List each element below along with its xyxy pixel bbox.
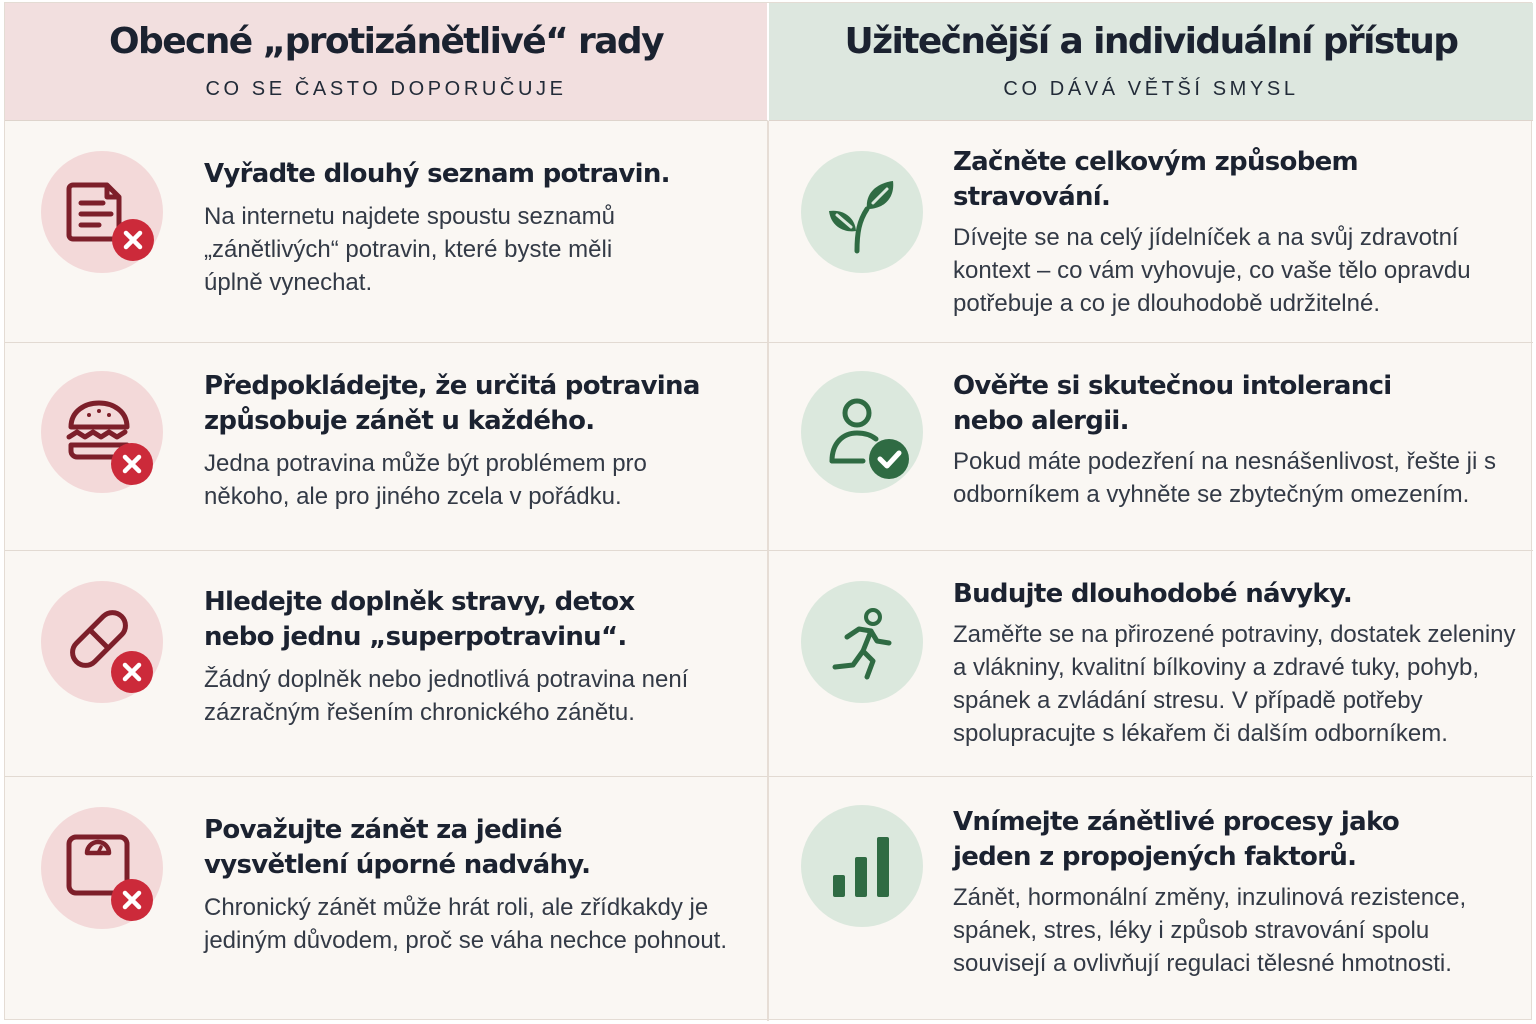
runner-icon <box>801 581 923 703</box>
right-item-3-heading: Budujte dlouhodobé návyky. <box>953 579 1352 609</box>
document-x-icon <box>41 151 163 273</box>
right-item-1-text: Dívejte se na celý jídelníček a na svůj zdravotní kontext – co vám vyhovuje, co vaše tělo opravdu potřebuje a co je dlouhodobě udržitelné. <box>953 224 1471 317</box>
burger-x-icon <box>41 371 163 493</box>
right-item-2-heading: Ověřte si skutečnou intoleranci nebo alergii. <box>953 371 1392 436</box>
left-column-header <box>5 3 769 121</box>
left-item-3 <box>5 551 769 777</box>
person-check-icon <box>801 371 923 493</box>
scale-x-icon <box>41 807 163 929</box>
left-item-2-text: Jedna potravina může být problémem pro někoho, ale pro jiného zcela v pořádku. <box>204 450 647 510</box>
left-item-4-heading: Považujte zánět za jediné vysvětlení úporné nadváhy. <box>204 815 591 880</box>
left-item-1 <box>5 121 769 343</box>
left-item-4-text: Chronický zánět může hrát roli, ale zřídkakdy je jediným důvodem, proč se váha nechce pohnout. <box>204 894 727 954</box>
right-column-header <box>769 3 1533 121</box>
left-item-1-heading: Vyřaďte dlouhý seznam potravin. <box>204 159 670 189</box>
left-column-title: Obecné „protizánětlivé“ rady <box>109 21 663 62</box>
right-item-2-text: Pokud máte podezření na nesnášenlivost, řešte ji s odborníkem a vyhněte se zbytečným omezením. <box>953 448 1496 508</box>
left-item-2-heading: Předpokládejte, že určitá potravina způsobuje zánět u každého. <box>204 371 700 436</box>
left-item-1-text: Na internetu najdete spoustu seznamů „zánětlivých“ potravin, které byste měli úplně vynechat. <box>204 203 615 296</box>
right-item-4-heading: Vnímejte zánětlivé procesy jako jeden z propojených faktorů. <box>953 807 1400 872</box>
right-column-subtitle: CO DÁVÁ VĚTŠÍ SMYSL <box>1003 78 1299 100</box>
right-column-title: Užitečnější a individuální přístup <box>844 21 1458 62</box>
left-item-3-text: Žádný doplněk nebo jednotlivá potravina není zázračným řešením chronického zánětu. <box>204 666 689 726</box>
sprout-icon <box>801 151 923 273</box>
bar-chart-icon <box>801 805 923 927</box>
comparison-table <box>4 2 1532 1020</box>
right-item-2 <box>769 343 1533 551</box>
right-item-1 <box>769 121 1533 343</box>
pill-x-icon <box>41 581 163 703</box>
left-item-2 <box>5 343 769 551</box>
left-column-subtitle: CO SE ČASTO DOPORUČUJE <box>205 78 567 100</box>
right-item-1-heading: Začněte celkovým způsobem stravování. <box>953 147 1358 212</box>
right-item-4 <box>769 777 1533 1021</box>
left-item-3-heading: Hledejte doplněk stravy, detox nebo jednu „superpotravinu“. <box>204 587 635 652</box>
left-item-4 <box>5 777 769 1021</box>
right-item-3 <box>769 551 1533 777</box>
right-item-4-text: Zánět, hormonální změny, inzulinová rezistence, spánek, stres, léky i způsob stravování spolu souvisejí a ovlivňují regulaci tělesné hmotnosti. <box>953 884 1467 977</box>
right-item-3-text: Zaměřte se na přirozené potraviny, dostatek zeleniny a vlákniny, kvalitní bílkoviny a zdravé tuky, pohyb, spánek a zvládání stresu. V případě potřeby spolupracujte s lékařem či dalším odborníkem. <box>953 621 1516 747</box>
